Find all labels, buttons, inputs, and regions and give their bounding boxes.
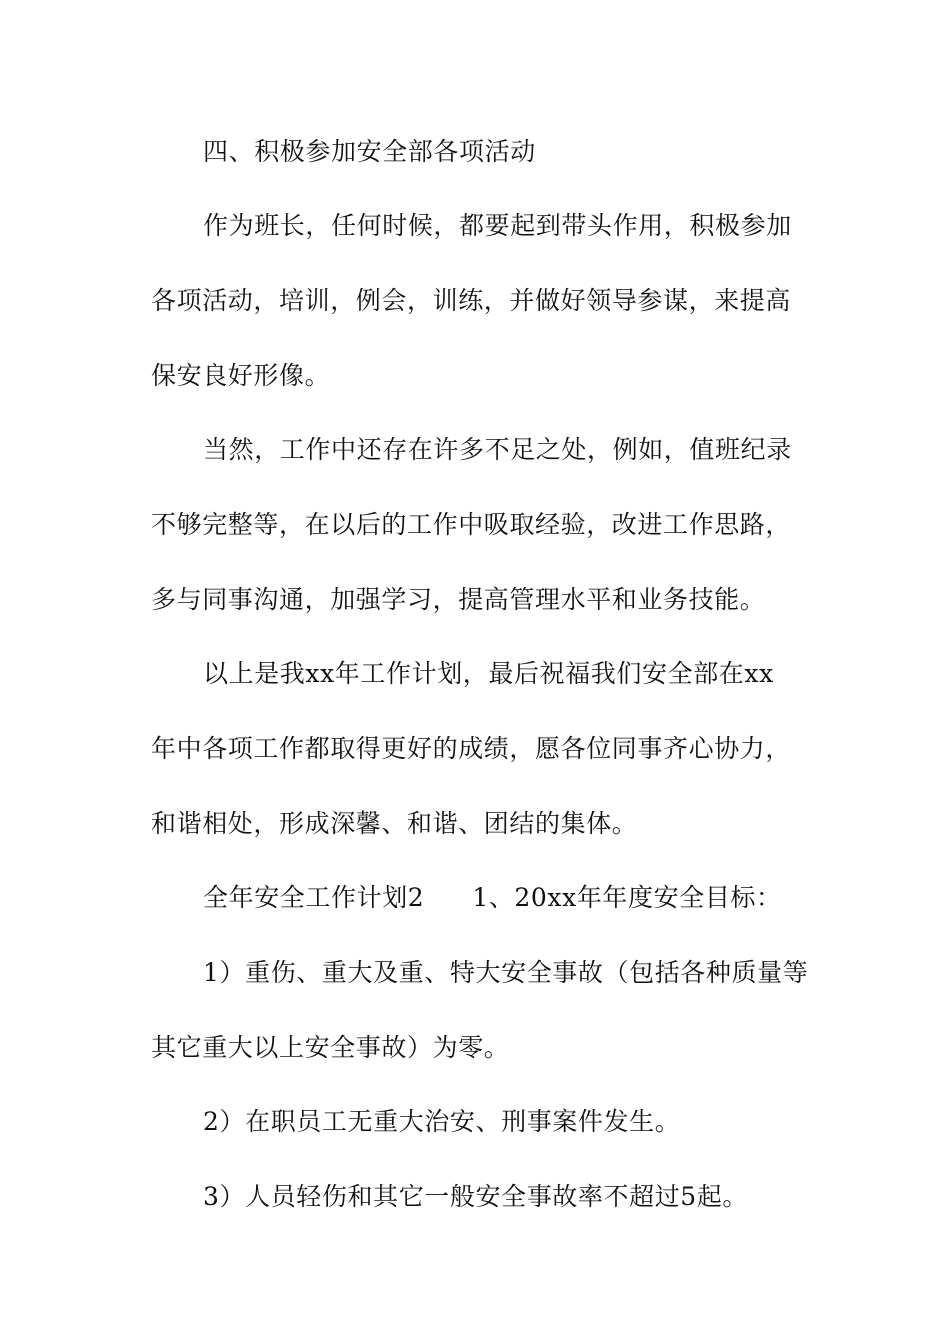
plan-title: 全年安全工作计划2	[203, 883, 425, 912]
paragraph-line: 以上是我xx年工作计划，最后祝福我们安全部在xx	[203, 659, 774, 688]
paragraph-line: 不够完整等，在以后的工作中吸取经验，改进工作思路，	[151, 510, 792, 539]
section-heading: 四、积极参加安全部各项活动	[203, 137, 536, 166]
list-item: 3）人员轻伤和其它一般安全事故率不超过5起。	[203, 1182, 749, 1211]
paragraph-line: 各项活动，培训，例会，训练，并做好领导参谋，来提高	[151, 286, 792, 315]
list-item: 1）重伤、重大及重、特大安全事故（包括各种质量等	[203, 958, 809, 987]
paragraph-line: 多与同事沟通，加强学习，提高管理水平和业务技能。	[151, 585, 766, 614]
paragraph-line: 作为班长，任何时候，都要起到带头作用，积极参加	[203, 211, 792, 240]
list-item-continuation: 其它重大以上安全事故）为零。	[151, 1033, 510, 1062]
paragraph-line: 年中各项工作都取得更好的成绩，愿各位同事齐心协力，	[151, 734, 792, 763]
list-item: 2）在职员工无重大治安、刑事案件发生。	[203, 1107, 681, 1136]
paragraph-line: 当然，工作中还存在许多不足之处，例如，值班纪录	[203, 435, 792, 464]
plan-title-line	[203, 882, 863, 914]
paragraph-line: 保安良好形像。	[151, 361, 331, 390]
paragraph-line: 和谐相处，形成深馨、和谐、团结的集体。	[151, 809, 638, 838]
goal-heading: 1、20xx年年度安全目标：	[472, 883, 782, 912]
